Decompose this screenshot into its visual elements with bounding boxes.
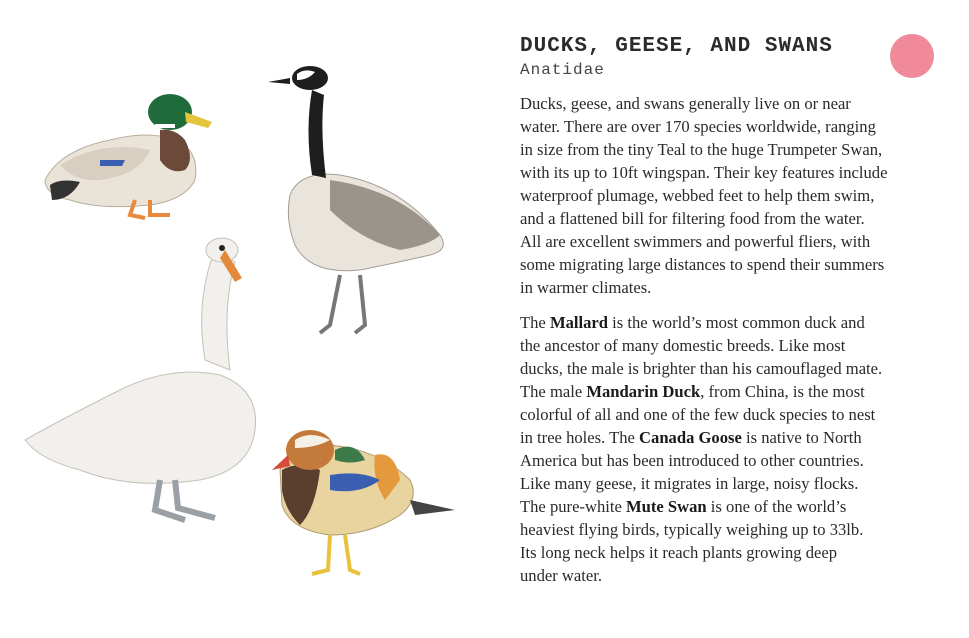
text-run: The: [520, 313, 550, 332]
mallard-illustration: [45, 94, 212, 218]
text-column: [520, 34, 940, 597]
text-line: in warmer climates.: [520, 278, 652, 297]
text-line: heaviest flying birds, typically weighing up to 33lb.: [520, 520, 864, 539]
text-line: with its up to 10ft wingspan. Their key features include: [520, 163, 888, 182]
text-line: waterproof plumage, webbed feet to help them swim,: [520, 186, 875, 205]
text-run: in tree holes. The: [520, 428, 640, 447]
text-line: America but has been introduced to other countries.: [520, 451, 864, 470]
text-line: ducks, the male is brighter than his camouflaged mate.: [520, 359, 883, 378]
species-name-mallard: Mallard: [549, 313, 609, 332]
text-line: Like many geese, it migrates in large, noisy flocks.: [520, 474, 859, 493]
text-line: and a flattened bill for filtering food from the water.: [520, 209, 865, 228]
text-line: the ancestor of many domestic breeds. Like most: [520, 336, 846, 355]
text-line: [520, 495, 940, 518]
mandarin-duck-illustration: [272, 430, 455, 574]
text-line: All are excellent swimmers and powerful fliers, with: [520, 232, 871, 251]
text-run: is the world’s most common duck and: [608, 313, 865, 332]
species-name-mandarin-duck: Mandarin Duck: [586, 382, 701, 401]
text-line: under water.: [520, 566, 603, 585]
text-run: , from China, is the most: [700, 382, 865, 401]
mute-swan-illustration: [25, 238, 256, 520]
canada-goose-illustration: [268, 66, 443, 333]
page-title: DUCKS, GEESE, AND SWANS: [520, 35, 833, 58]
text-line: some migrating large distances to spend their summers: [520, 255, 885, 274]
family-name: Anatidae: [520, 61, 605, 79]
text-line: Ducks, geese, and swans generally live on or near: [520, 94, 851, 113]
species-name-mute-swan: Mute Swan: [625, 497, 707, 516]
text-line: water. There are over 170 species worldwide, ranging: [520, 117, 876, 136]
text-run: The pure-white: [520, 497, 626, 516]
text-run: is one of the world’s: [706, 497, 847, 516]
text-line: Its long neck helps it reach plants growing deep: [520, 543, 838, 562]
species-name-canada-goose: Canada Goose: [639, 428, 742, 447]
intro-paragraph: [520, 92, 940, 299]
species-paragraph: [520, 311, 940, 587]
text-line: [520, 426, 940, 449]
text-line: colorful of all and one of the few duck species to nest: [520, 405, 876, 424]
text-line: in size from the tiny Teal to the huge Trumpeter Swan,: [520, 140, 883, 159]
text-line: [520, 311, 940, 334]
text-line: [520, 380, 940, 403]
text-run: The male: [520, 382, 587, 401]
text-run: is native to North: [741, 428, 862, 447]
